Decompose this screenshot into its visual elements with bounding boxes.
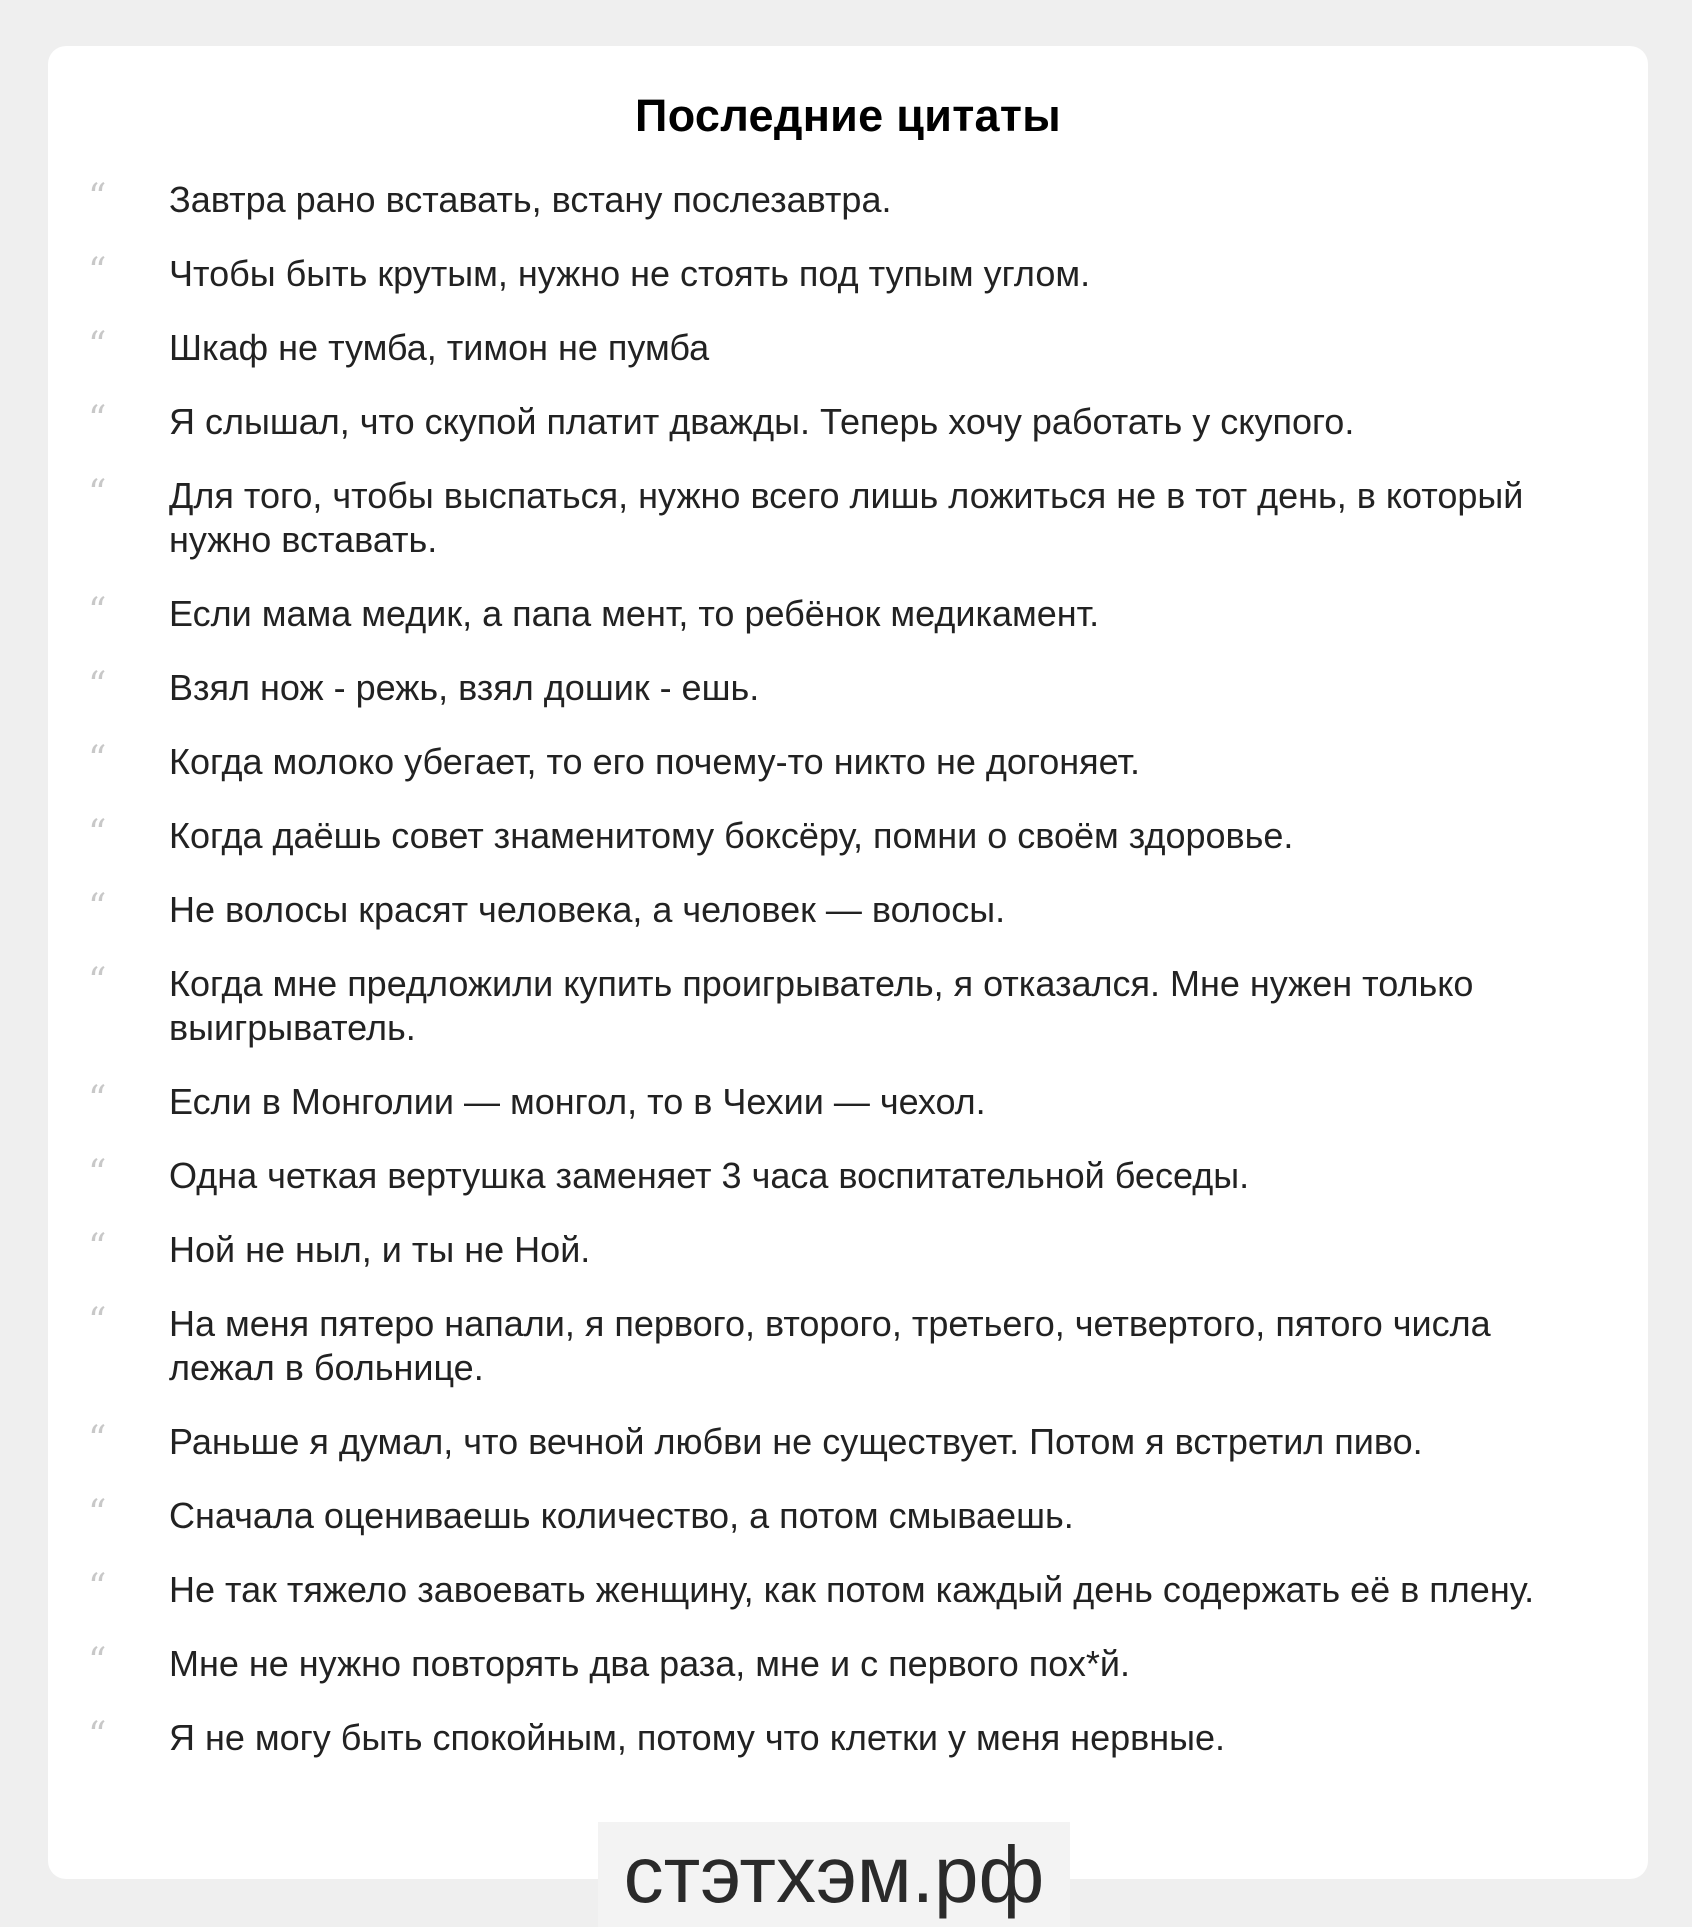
quote-mark-icon: “	[88, 739, 107, 780]
quote-item	[48, 1154, 1648, 1198]
quote-text: Когда мне предложили купить проигрыватель, я отказался. Мне нужен только выигрыватель.	[169, 963, 1474, 1048]
quote-mark-icon: “	[88, 665, 107, 706]
quote-text: Для того, чтобы выспаться, нужно всего лишь ложиться не в тот день, в который нужно вставать.	[169, 475, 1524, 560]
quote-item	[48, 474, 1648, 562]
quote-item	[48, 1568, 1648, 1612]
quote-item	[48, 740, 1648, 784]
quote-text: Если мама медик, а папа мент, то ребёнок медикамент.	[169, 593, 1100, 634]
quote-mark-icon: “	[88, 473, 107, 514]
quote-text: Завтра рано вставать, встану послезавтра.	[169, 179, 892, 220]
quote-text: Чтобы быть крутым, нужно не стоять под тупым углом.	[169, 253, 1091, 294]
quote-mark-icon: “	[88, 1301, 107, 1342]
quote-mark-icon: “	[88, 1227, 107, 1268]
quote-item	[48, 252, 1648, 296]
quote-text: Ной не ныл, и ты не Ной.	[169, 1229, 591, 1270]
quote-mark-icon: “	[88, 1079, 107, 1120]
quote-item	[48, 178, 1648, 222]
quote-text: Не волосы красят человека, а человек — волосы.	[169, 889, 1006, 930]
quote-mark-icon: “	[88, 177, 107, 218]
quote-mark-icon: “	[88, 887, 107, 928]
quote-item	[48, 814, 1648, 858]
quote-text: На меня пятеро напали, я первого, второго, третьего, четвертого, пятого числа лежал в больнице.	[169, 1303, 1491, 1388]
quote-text: Взял нож - режь, взял дошик - ешь.	[169, 667, 760, 708]
quote-text: Когда молоко убегает, то его почему-то никто не догоняет.	[169, 741, 1140, 782]
watermark-site: стэтхэм.рф	[598, 1822, 1070, 1927]
quote-item	[48, 400, 1648, 444]
quote-item	[48, 1420, 1648, 1464]
quote-mark-icon: “	[88, 1493, 107, 1534]
quote-item	[48, 326, 1648, 370]
quote-item	[48, 1642, 1648, 1686]
quote-item	[48, 1716, 1648, 1760]
quote-text: Я не могу быть спокойным, потому что клетки у меня нервные.	[169, 1717, 1226, 1758]
quote-mark-icon: “	[88, 1419, 107, 1460]
quote-mark-icon: “	[88, 251, 107, 292]
quote-mark-icon: “	[88, 1567, 107, 1608]
quote-text: Когда даёшь совет знаменитому боксёру, помни о своём здоровье.	[169, 815, 1294, 856]
quote-mark-icon: “	[88, 591, 107, 632]
quote-mark-icon: “	[88, 1641, 107, 1682]
quote-item	[48, 1080, 1648, 1124]
quote-text: Мне не нужно повторять два раза, мне и с первого пох*й.	[169, 1643, 1130, 1684]
quote-text: Одна четкая вертушка заменяет 3 часа воспитательной беседы.	[169, 1155, 1250, 1196]
quote-text: Раньше я думал, что вечной любви не существует. Потом я встретил пиво.	[169, 1421, 1423, 1462]
quote-text: Сначала оцениваешь количество, а потом смываешь.	[169, 1495, 1074, 1536]
quote-item	[48, 592, 1648, 636]
quote-item	[48, 962, 1648, 1050]
quotes-card	[48, 46, 1648, 1879]
quote-text: Я слышал, что скупой платит дважды. Теперь хочу работать у скупого.	[169, 401, 1355, 442]
quote-item	[48, 888, 1648, 932]
quote-mark-icon: “	[88, 961, 107, 1002]
quote-mark-icon: “	[88, 813, 107, 854]
quote-text: Не так тяжело завоевать женщину, как потом каждый день содержать её в плену.	[169, 1569, 1535, 1610]
page-title: Последние цитаты	[635, 90, 1061, 141]
quote-text: Если в Монголии — монгол, то в Чехии — чехол.	[169, 1081, 986, 1122]
quote-item	[48, 1494, 1648, 1538]
quote-mark-icon: “	[88, 1153, 107, 1194]
quote-item	[48, 1228, 1648, 1272]
quote-item	[48, 1302, 1648, 1390]
quote-text: Шкаф не тумба, тимон не пумба	[169, 327, 710, 368]
quote-mark-icon: “	[88, 325, 107, 366]
quote-mark-icon: “	[88, 1715, 107, 1756]
quotes-list	[48, 178, 1648, 1790]
quote-item	[48, 666, 1648, 710]
quote-mark-icon: “	[88, 399, 107, 440]
